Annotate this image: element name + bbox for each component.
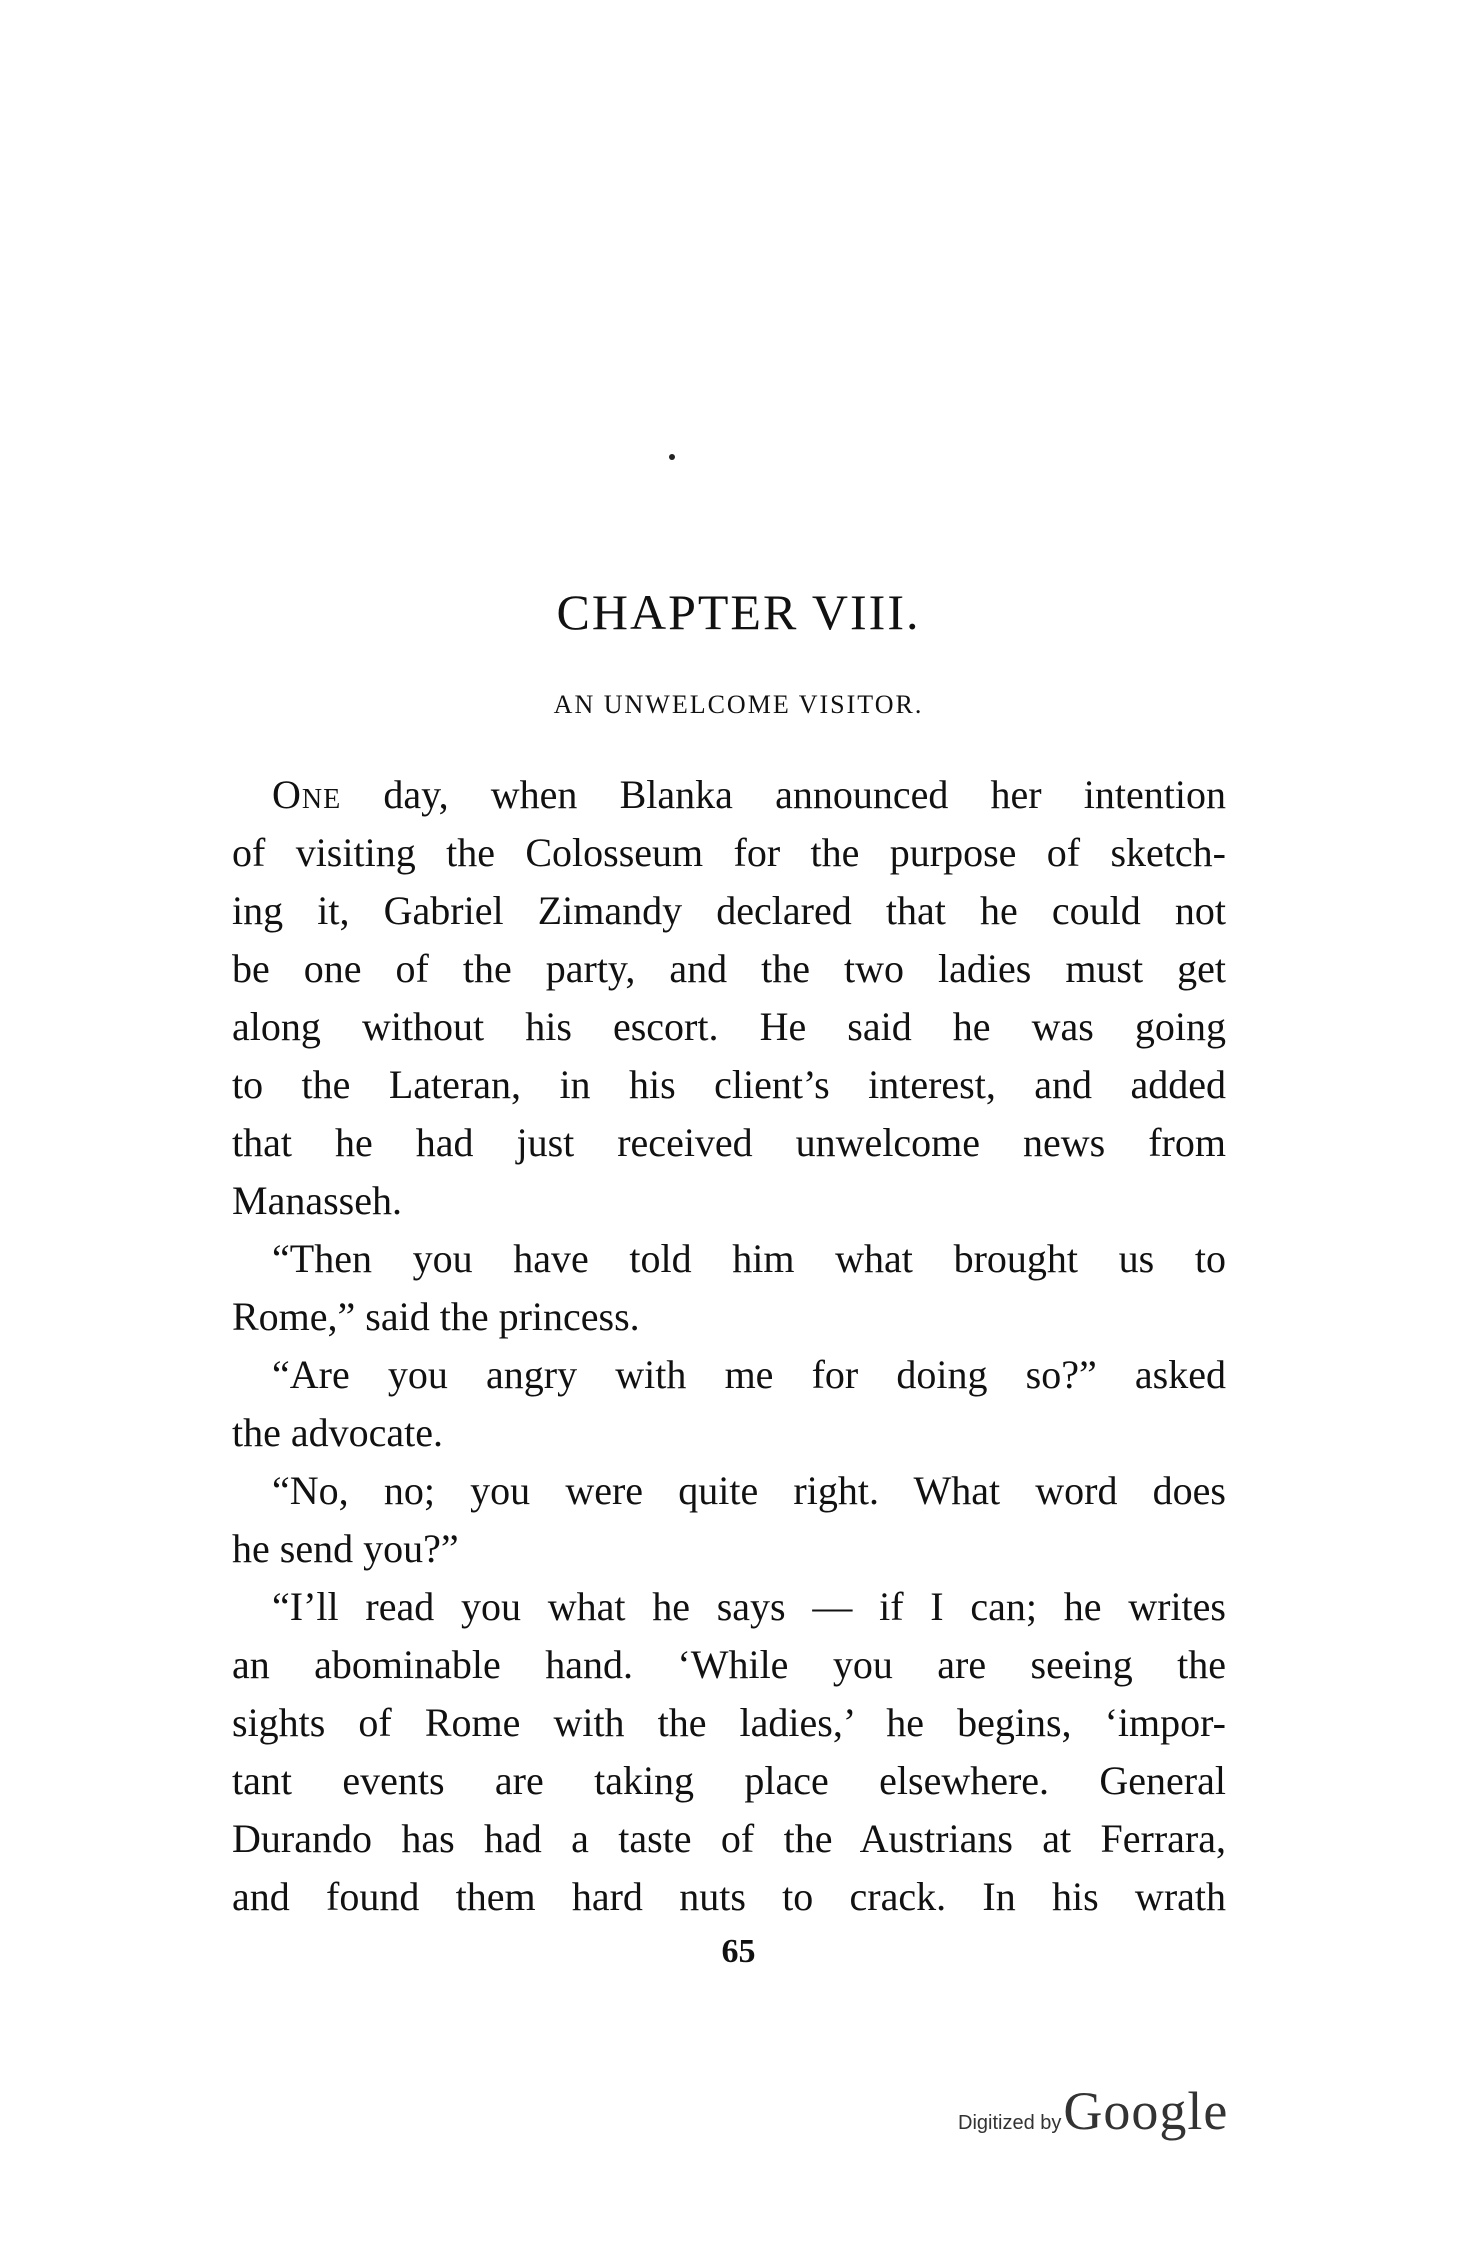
text-line: “No, no; you were quite right. What word does xyxy=(272,1468,1226,1513)
text-line: “Are you angry with me for doing so?” asked xyxy=(272,1352,1226,1397)
lead-word: One xyxy=(272,772,342,817)
text-line: to the Lateran, in his client’s interest, and added xyxy=(232,1062,1226,1107)
text-line: be one of the party, and the two ladies must get xyxy=(232,946,1226,991)
text-line: Rome,” said the princess. xyxy=(232,1294,640,1339)
text-line: Manasseh. xyxy=(232,1178,402,1223)
text-line: sights of Rome with the ladies,’ he begins, ‘impor- xyxy=(232,1700,1226,1745)
text-line: along without his escort. He said he was going xyxy=(232,1004,1226,1049)
ink-speck xyxy=(669,454,675,460)
text-line-content: day, when Blanka announced her intention xyxy=(341,772,1226,817)
text-line: of visiting the Colosseum for the purpose of sketch- xyxy=(232,830,1226,875)
page-number: 65 xyxy=(721,1933,756,1970)
text-line: tant events are taking place elsewhere. General xyxy=(232,1758,1226,1803)
chapter-title: CHAPTER VIII. xyxy=(556,584,921,640)
text-line: an abominable hand. ‘While you are seeing the xyxy=(232,1642,1226,1687)
text-line: that he had just received unwelcome news from xyxy=(232,1120,1226,1165)
watermark-prefix: Digitized by xyxy=(958,2112,1062,2134)
text-line: ing it, Gabriel Zimandy declared that he could not xyxy=(232,888,1226,933)
digitized-watermark xyxy=(958,2080,1228,2140)
text-line: the advocate. xyxy=(232,1410,443,1455)
text-line: Durando has had a taste of the Austrians at Ferrara, xyxy=(232,1816,1226,1861)
text-line: “Then you have told him what brought us to xyxy=(272,1236,1226,1281)
text-line: and found them hard nuts to crack. In his wrath xyxy=(232,1874,1226,1919)
body-text xyxy=(232,766,1226,1926)
text-line: “I’ll read you what he says — if I can; he writes xyxy=(272,1584,1226,1629)
text-line: he send you?” xyxy=(232,1526,459,1571)
watermark-brand: Google xyxy=(1063,2081,1229,2141)
text-line xyxy=(232,766,1226,824)
chapter-subtitle: AN UNWELCOME VISITOR. xyxy=(553,690,924,719)
